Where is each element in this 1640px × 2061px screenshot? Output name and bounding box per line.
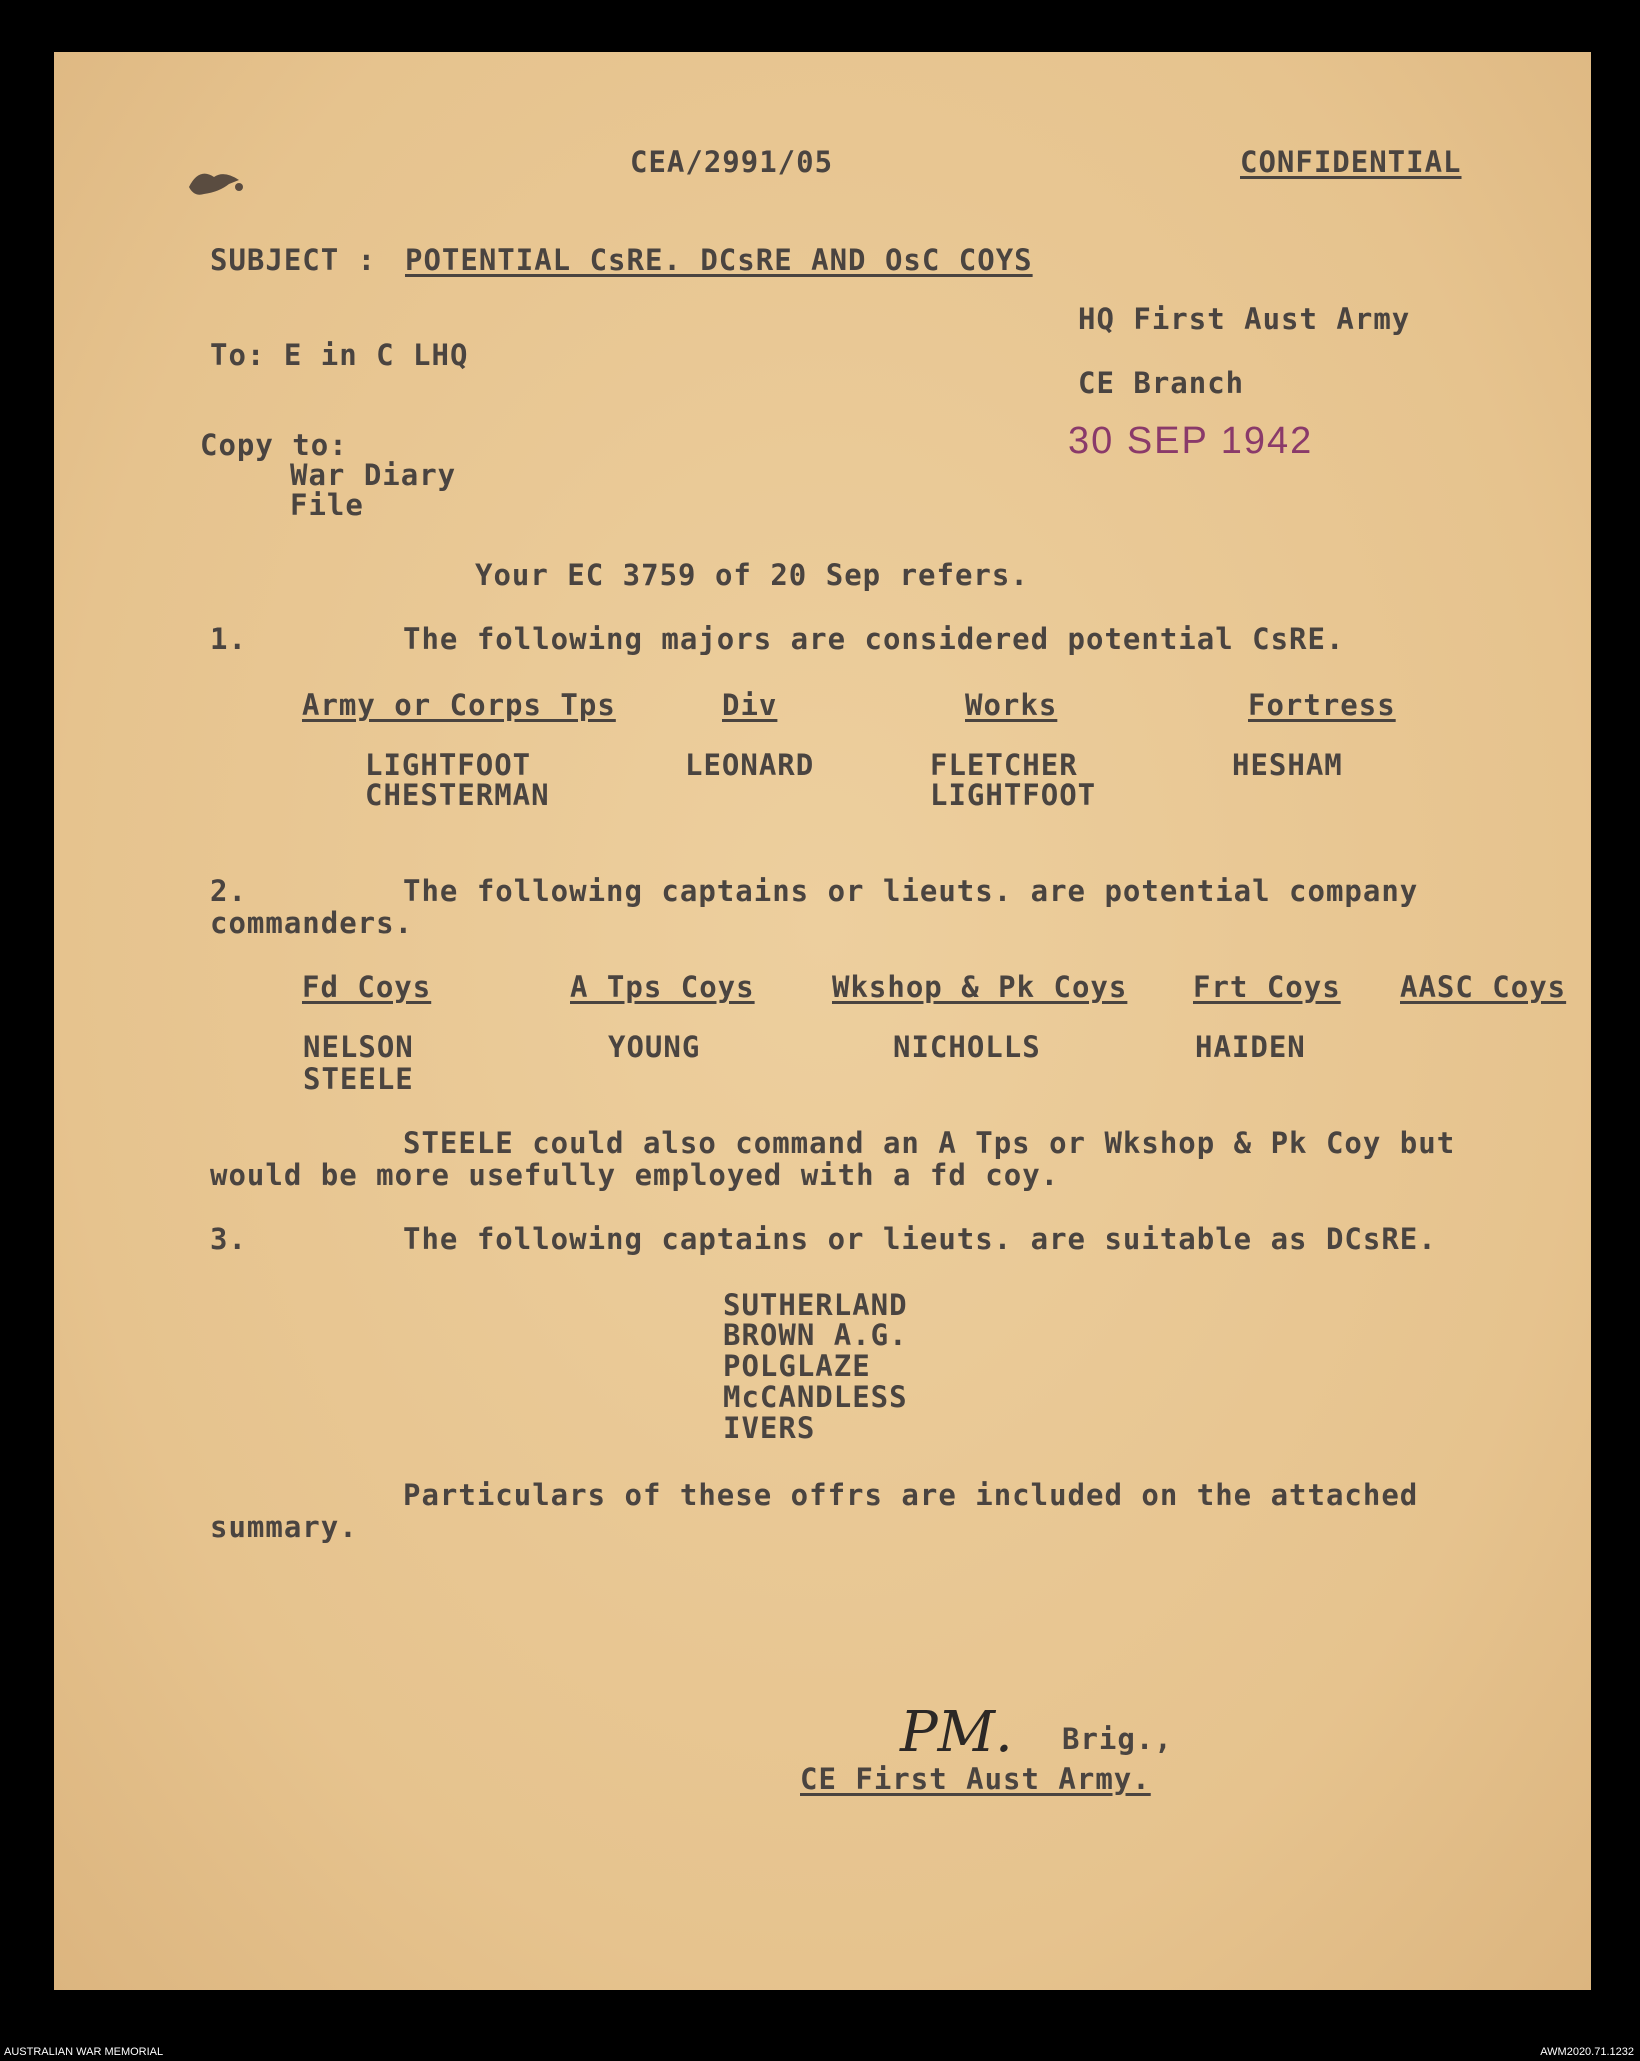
list-item: FLETCHER	[930, 748, 1078, 782]
sender-line-2: CE Branch	[1078, 366, 1245, 400]
para3-text: The following captains or lieuts. are suitable as DCsRE.	[403, 1222, 1437, 1256]
date-stamp: 30 SEP 1942	[1068, 420, 1314, 462]
reference-number: CEA/2991/05	[630, 145, 834, 179]
list-item: SUTHERLAND	[723, 1288, 908, 1322]
copy-to-label: Copy to:	[200, 428, 348, 462]
para3-number: 3.	[210, 1222, 247, 1256]
para2-note-line-1: STEELE could also command an A Tps or Wkshop & Pk Coy but	[403, 1126, 1456, 1160]
para2-header-frt-coys: Frt Coys	[1193, 970, 1341, 1004]
para1-header-div: Div	[722, 688, 778, 722]
signature-rank: Brig.,	[1062, 1722, 1173, 1756]
ink-blot-mark	[184, 162, 254, 202]
list-item: NICHOLLS	[893, 1030, 1041, 1064]
closing-line-2: summary.	[210, 1510, 358, 1544]
para1-header-works: Works	[965, 688, 1058, 722]
para2-header-wkshop-coys: Wkshop & Pk Coys	[832, 970, 1128, 1004]
list-item: LEONARD	[685, 748, 815, 782]
list-item: CHESTERMAN	[365, 778, 550, 812]
para2-line-1: The following captains or lieuts. are potential company	[403, 874, 1419, 908]
list-item: McCANDLESS	[723, 1380, 908, 1414]
footer-left: AUSTRALIAN WAR MEMORIAL	[4, 2046, 164, 2058]
closing-line-1: Particulars of these offrs are included on the attached	[403, 1478, 1419, 1512]
subject-text: POTENTIAL CsRE. DCsRE AND OsC COYS	[405, 243, 1033, 277]
copy-to-item: War Diary	[290, 458, 457, 492]
list-item: YOUNG	[608, 1030, 701, 1064]
list-item: HESHAM	[1232, 748, 1343, 782]
recipient-line: To: E in C LHQ	[210, 338, 469, 372]
sender-line-1: HQ First Aust Army	[1078, 302, 1411, 336]
para2-header-aasc-coys: AASC Coys	[1400, 970, 1567, 1004]
signature-title: CE First Aust Army.	[800, 1762, 1151, 1796]
para2-line-2: commanders.	[210, 906, 414, 940]
list-item: POLGLAZE	[723, 1349, 871, 1383]
classification-label: CONFIDENTIAL	[1240, 145, 1462, 179]
list-item: NELSON	[303, 1030, 414, 1064]
para1-number: 1.	[210, 622, 247, 656]
para2-header-a-tps-coys: A Tps Coys	[570, 970, 755, 1004]
footer-right: AWM2020.71.1232	[1540, 2046, 1634, 2058]
para1-header-fortress: Fortress	[1248, 688, 1396, 722]
list-item: BROWN A.G.	[723, 1318, 908, 1352]
list-item: LIGHTFOOT	[365, 748, 532, 782]
reference-line: Your EC 3759 of 20 Sep refers.	[475, 558, 1029, 592]
list-item: LIGHTFOOT	[930, 778, 1097, 812]
para1-text: The following majors are considered potential CsRE.	[403, 622, 1345, 656]
list-item: HAIDEN	[1195, 1030, 1306, 1064]
para1-header-army-corps: Army or Corps Tps	[302, 688, 616, 722]
para2-header-fd-coys: Fd Coys	[302, 970, 432, 1004]
signature-initials: PM.	[900, 1700, 1013, 1765]
para2-note-line-2: would be more usefully employed with a fd coy.	[210, 1158, 1060, 1192]
para2-number: 2.	[210, 874, 247, 908]
copy-to-item: File	[290, 488, 364, 522]
list-item: IVERS	[723, 1411, 816, 1445]
list-item: STEELE	[303, 1062, 414, 1096]
subject-label: SUBJECT :	[210, 243, 377, 277]
